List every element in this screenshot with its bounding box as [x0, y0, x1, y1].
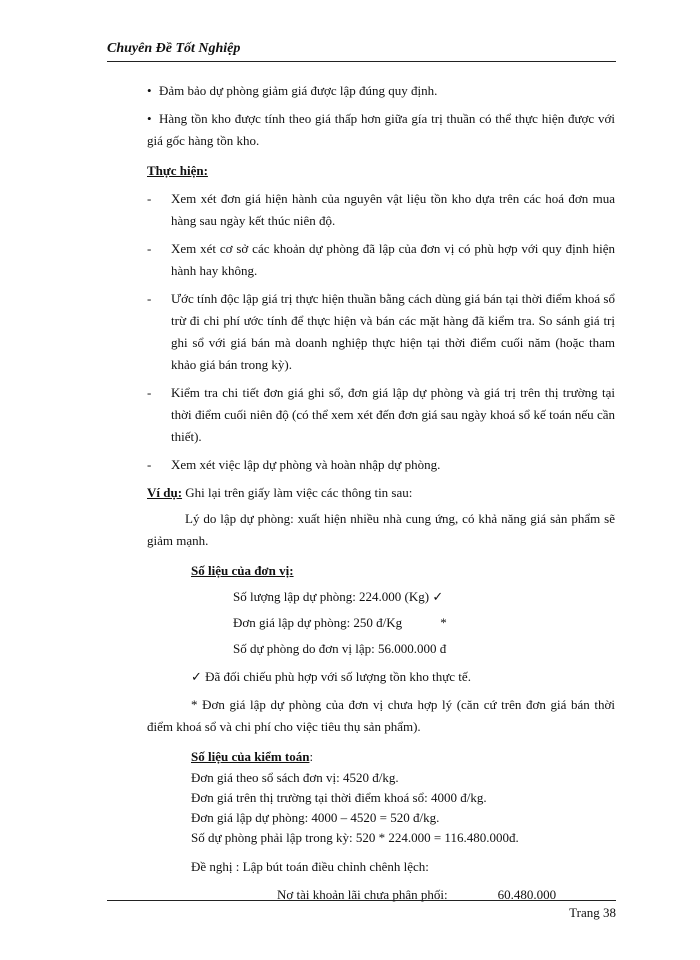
unit-data-heading: Số liệu của đơn vị:	[191, 563, 294, 578]
asterisk-mark: *	[440, 615, 447, 630]
example-line: Ví dụ: Ghi lại trên giấy làm việc các thông tin sau:	[147, 485, 413, 500]
reason-paragraph: Lý do lập dự phòng: xuất hiện nhiều nhà cung ứng, có khả năng giá sản phẩm sẽ giảm mạnh.	[147, 511, 615, 548]
unit-data-line: Số lượng lập dự phòng: 224.000 (Kg) ✓	[233, 589, 444, 604]
header-divider	[107, 61, 616, 62]
check-mark-icon: ✓	[432, 589, 444, 604]
list-item: - Xem xét đơn giá hiện hành của nguyên vật liệu tồn kho dựa trên các hoá đơn mua hàng sau ngày kết thúc niên độ.	[147, 191, 615, 228]
check-note: ✓ Đã đối chiếu phù hợp với số lượng tồn kho thực tế.	[191, 669, 471, 684]
audit-data-line: Đơn giá lập dự phòng: 4000 – 4520 = 520 đ/kg.	[191, 810, 440, 825]
list-item: - Xem xét cơ sở các khoản dự phòng đã lập của đơn vị có phù hợp với quy định hiện hành hay không.	[147, 241, 615, 278]
list-item: - Kiểm tra chi tiết đơn giá ghi sổ, đơn giá lập dự phòng và giá trị trên thị trường tại thời điểm cuối niên độ (có thể xem xét đến đơn giá sau ngày khoá sổ kế toán nếu cần thiết).	[147, 385, 615, 444]
example-label: Ví dụ:	[147, 485, 183, 500]
page-number: Trang 38	[569, 905, 616, 920]
bullet-item: • Đảm bảo dự phòng giảm giá được lập đúng quy định.	[147, 80, 615, 102]
page-content	[147, 80, 615, 906]
audit-data-heading: Số liệu của kiểm toán:	[191, 749, 314, 764]
bullet-icon: •	[147, 111, 152, 126]
bullet-item: • Hàng tồn kho được tính theo giá thấp hơn giữa gía trị thuần có thể thực hiện được với giá gốc hàng tồn kho.	[147, 108, 615, 152]
bullet-icon: •	[147, 83, 152, 98]
audit-data-line: Đơn giá trên thị trường tại thời điểm khoá sổ: 4000 đ/kg.	[191, 790, 487, 805]
entry-amount: 60.480.000	[497, 887, 557, 902]
list-item: - Xem xét việc lập dự phòng và hoàn nhập dự phòng.	[147, 457, 441, 472]
audit-data-line: Số dự phòng phải lập trong kỳ: 520 * 224.000 = 116.480.000đ.	[191, 830, 519, 845]
page-header-title: Chuyên Đề Tốt Nghiệp	[107, 41, 241, 56]
star-note: * Đơn giá lập dự phòng của đơn vị chưa hợp lý (căn cứ trên đơn giá bán thời điểm khoá sổ và chi phí cho việc tiêu thụ sản phẩm).	[147, 697, 615, 734]
journal-entry: Nợ tài khoản lãi chưa phân phối: 60.480.000	[277, 884, 615, 906]
footer-divider	[107, 900, 616, 901]
section-heading-thuc-hien: Thực hiện:	[147, 163, 208, 178]
list-item: - Ước tính độc lập giá trị thực hiện thuần bằng cách dùng giá bán tại thời điểm khoá sổ trừ đi chi phí ước tính để thực hiện và bán các mặt hàng đã kiểm tra. So sánh giá trị ghi sổ với giá bán mà doanh nghiệp thực hiện tại thời điểm cuối năm (hoặc tham khảo giá bán trong kỳ).	[147, 291, 615, 372]
proposal-line: Đề nghị : Lập bút toán điều chỉnh chênh lệch:	[191, 859, 429, 874]
audit-data-line: Đơn giá theo sổ sách đơn vị: 4520 đ/kg.	[191, 770, 399, 785]
unit-data-line: Số dự phòng do đơn vị lập: 56.000.000 đ	[233, 641, 447, 656]
unit-data-line: Đơn giá lập dự phòng: 250 đ/Kg *	[233, 615, 447, 630]
